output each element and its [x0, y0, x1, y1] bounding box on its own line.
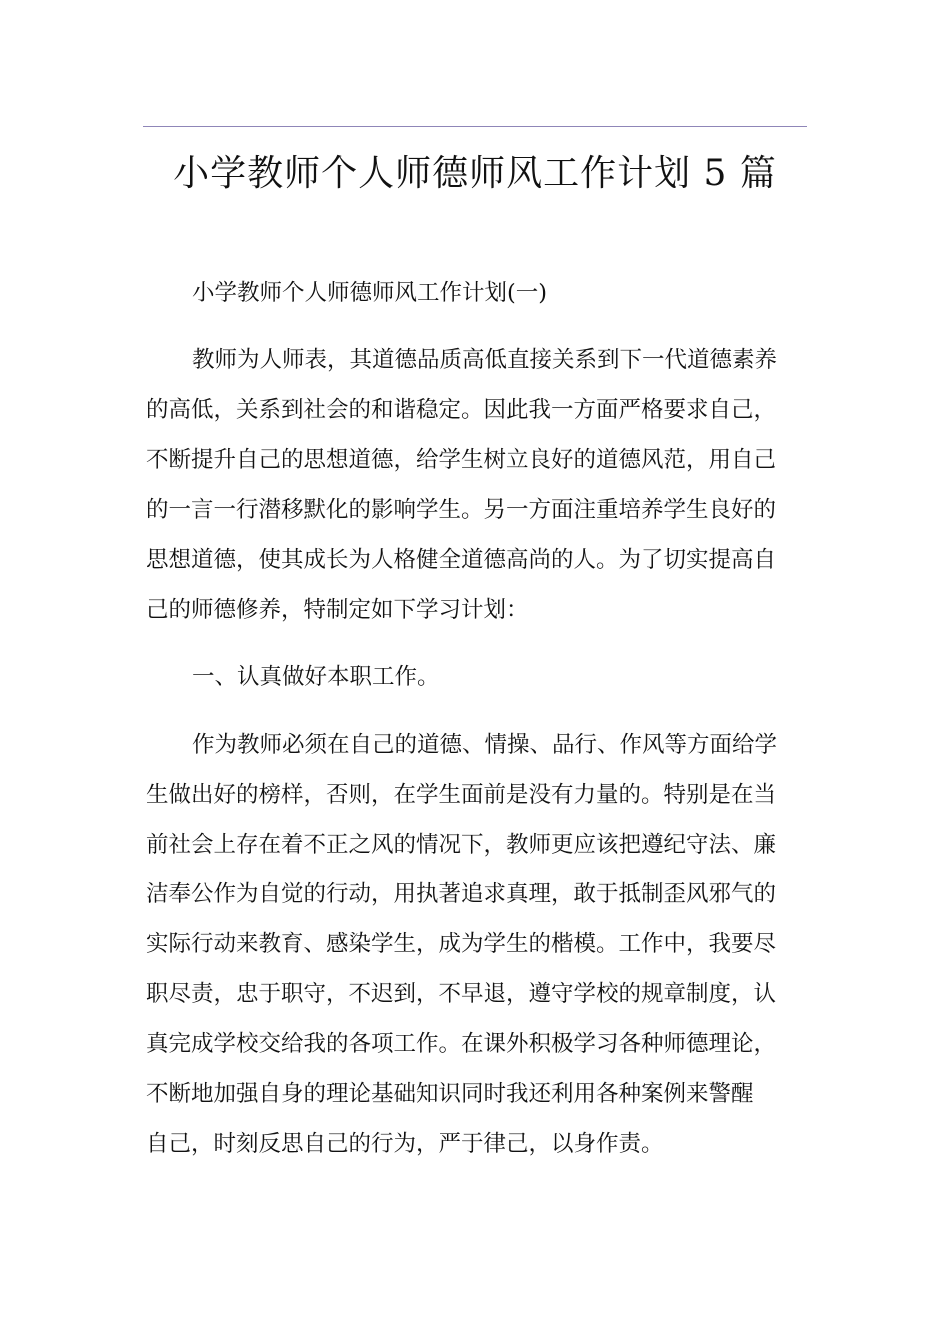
section-subtitle: 小学教师个人师德师风工作计划(一) [192, 280, 548, 306]
paragraph-line: 实际行动来教育、感染学生，成为学生的楷模。工作中，我要尽 [146, 931, 777, 957]
header-rule [143, 126, 807, 127]
paragraph-line: 前社会上存在着不正之风的情况下，教师更应该把遵纪守法、廉 [146, 832, 777, 858]
paragraph-line: 洁奉公作为自觉的行动，用执著追求真理，敢于抵制歪风邪气的 [146, 881, 777, 907]
paragraph-line: 职尽责，忠于职守，不迟到，不早退，遵守学校的规章制度，认 [146, 981, 777, 1007]
paragraph-line: 生做出好的榜样，否则，在学生面前是没有力量的。特别是在当 [146, 782, 777, 808]
paragraph-line: 不断提升自己的思想道德，给学生树立良好的道德风范，用自己 [146, 447, 777, 473]
paragraph-line: 真完成学校交给我的各项工作。在课外积极学习各种师德理论， [146, 1031, 777, 1057]
paragraph-line: 的一言一行潜移默化的影响学生。另一方面注重培养学生良好的 [146, 497, 777, 523]
paragraph-line: 作为教师必须在自己的道德、情操、品行、作风等方面给学 [192, 732, 778, 758]
section-heading: 一、认真做好本职工作。 [192, 664, 440, 690]
paragraph-line: 教师为人师表，其道德品质高低直接关系到下一代道德素养 [192, 347, 778, 373]
paragraph-line: 的高低，关系到社会的和谐稳定。因此我一方面严格要求自己， [146, 397, 777, 423]
paragraph-line: 不断地加强自身的理论基础知识同时我还利用各种案例来警醒 [146, 1081, 754, 1107]
paragraph-line: 自己，时刻反思自己的行为，严于律己，以身作责。 [146, 1131, 664, 1157]
paragraph-line: 思想道德，使其成长为人格健全道德高尚的人。为了切实提高自 [146, 547, 777, 573]
document-title: 小学教师个人师德师风工作计划 5 篇 [173, 153, 777, 194]
paragraph-line: 己的师德修养，特制定如下学习计划： [146, 597, 529, 623]
